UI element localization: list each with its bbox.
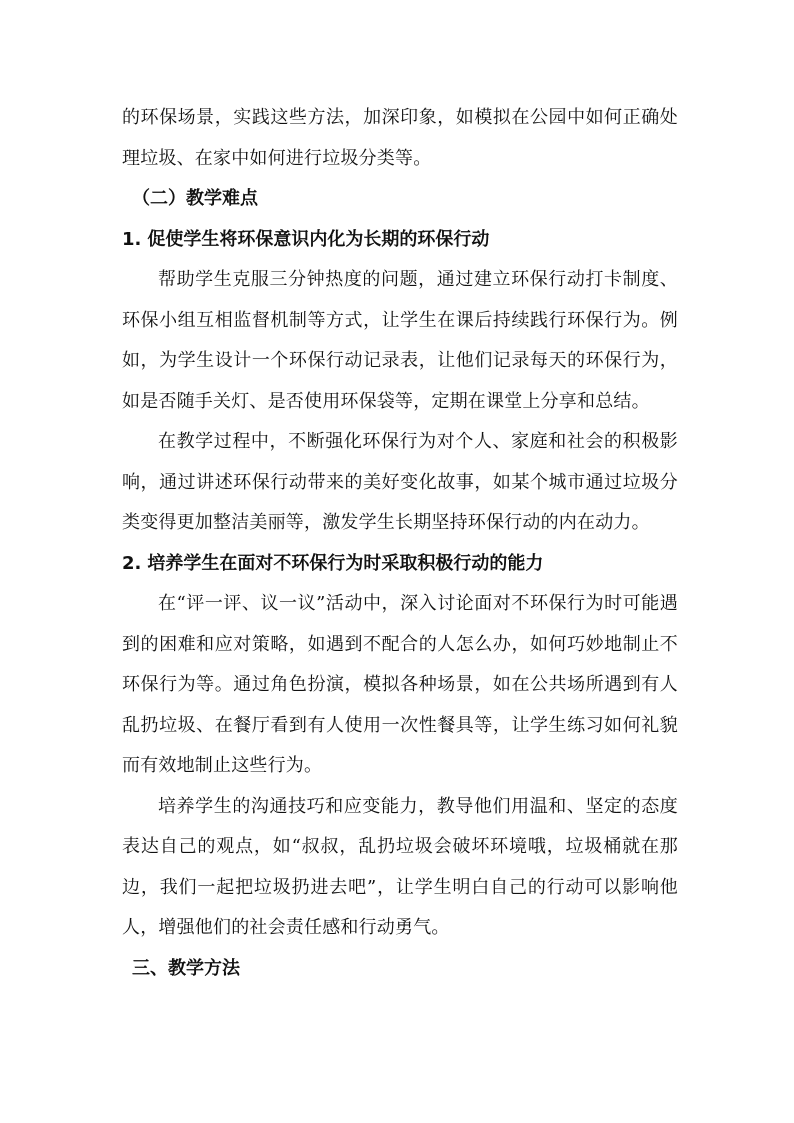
heading-difficulty-1 [122, 220, 678, 261]
heading-text: 促使学生将环保意识内化为长期的环保行动 [147, 228, 490, 250]
paragraph-continuation: 的环保场景，实践这些方法，加深印象，如模拟在公园中如何正确处理垃圾、在家中如何进行垃圾分类等。 [122, 107, 678, 169]
heading-text: 培养学生在面对不环保行为时采取积极行动的能力 [147, 552, 544, 574]
subsection-heading-teaching-difficulties: （二）教学难点 [132, 188, 258, 209]
heading-number: 1. [122, 228, 142, 250]
section-heading-teaching-methods: 三、教学方法 [132, 957, 240, 979]
paragraph-communication-skills: 培养学生的沟通技巧和应变能力，教导他们用温和、坚定的态度表达自己的观点，如“叔叔，乱扔垃圾会破坏环境哦，垃圾桶就在那边，我们一起把垃圾扔进去吧”，让学生明白自己的行动可以影响他人，增强他们的社会责任感和行动勇气。 [122, 795, 678, 938]
paragraph-habit-building: 帮助学生克服三分钟热度的问题，通过建立环保行动打卡制度、环保小组互相监督机制等方式，让学生在课后持续践行环保行为。例如，为学生设计一个环保行动记录表，让他们记录每天的环保行为，如是否随手关灯、是否使用环保袋等，定期在课堂上分享和总结。 [122, 269, 678, 412]
paragraph-role-play: 在“评一评、议一议”活动中，深入讨论面对不环保行为时可能遇到的困难和应对策略，如遇到不配合的人怎么办，如何巧妙地制止不环保行为等。通过角色扮演，模拟各种场景，如在公共场所遇到有人乱扔垃圾、在餐厅看到有人使用一次性餐具等，让学生练习如何礼貌而有效地制止这些行为。 [122, 593, 678, 776]
paragraph-reinforcement: 在教学过程中，不断强化环保行为对个人、家庭和社会的积极影响，通过讲述环保行动带来的美好变化故事，如某个城市通过垃圾分类变得更加整洁美丽等，激发学生长期坚持环保行动的内在动力。 [122, 431, 678, 533]
heading-number: 2. [122, 552, 142, 574]
heading-difficulty-2 [122, 544, 678, 585]
document-body [122, 98, 678, 989]
